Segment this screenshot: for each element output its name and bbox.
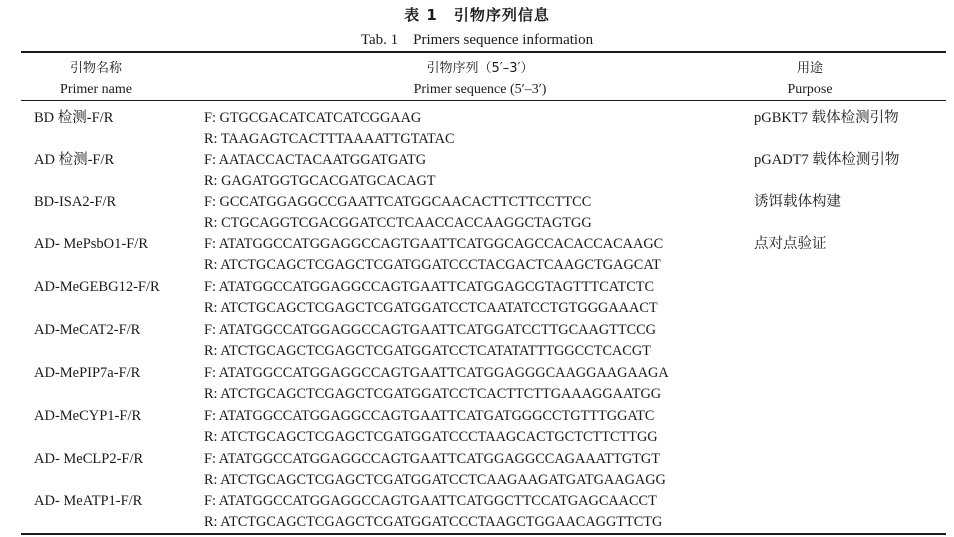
primer-sequence [204, 108, 455, 149]
primer-sequence [204, 150, 436, 191]
reverse-sequence: R: GAGATGGTGCACGATGCACAGT [204, 172, 436, 189]
reverse-sequence: R: TAAGAGTCACTTTAAAATTGTATAC [204, 130, 455, 147]
forward-sequence: F: ATATGGCCATGGAGGCCAGTGAATTCATGATGGGCCTGTTTGGATC [204, 408, 655, 424]
reverse-sequence: R: ATCTGCAGCTCGAGCTCGATGGATCCCTAAGCTGGAACAGGTTCTG [204, 513, 663, 530]
primer-name: BD 检测-F/R [34, 110, 114, 126]
primer-sequence [204, 234, 663, 275]
primer-purpose: pGADT7 载体检测引物 [754, 152, 900, 168]
primer-name: AD-MePIP7a-F/R [34, 365, 141, 381]
forward-sequence: F: ATATGGCCATGGAGGCCAGTGAATTCATGGATCCTTGCAAGTTCCG [204, 322, 657, 338]
bottom-rule [21, 533, 946, 535]
header-purpose-cn: 用途 [796, 61, 823, 76]
forward-sequence: F: ATATGGCCATGGAGGCCAGTGAATTCATGGAGGGCAAGGAAGAAGA [204, 365, 669, 381]
forward-sequence: F: AATACCACTACAATGGATGATG [204, 152, 427, 168]
primer-name: AD 检测-F/R [34, 152, 115, 168]
primer-name: AD- MeATP1-F/R [34, 493, 143, 509]
table-caption-cn: 表 1 引物序列信息 [404, 6, 550, 24]
table-row [0, 449, 954, 491]
primer-sequence [204, 491, 662, 532]
forward-sequence: F: GCCATGGAGGCCGAATTCATGGCAACACTTCTTCCTTCC [204, 194, 592, 210]
primer-purpose: pGBKT7 载体检测引物 [754, 110, 899, 126]
table-row [0, 406, 954, 448]
primer-name: AD- MePsbO1-F/R [34, 236, 148, 252]
forward-sequence: F: ATATGGCCATGGAGGCCAGTGAATTCATGGAGCGTAGTTTCATCTC [204, 279, 655, 295]
header-primer-name-en: Primer name [60, 82, 132, 97]
reverse-sequence: R: ATCTGCAGCTCGAGCTCGATGGATCCTCAATATCCTGTGGGAAACT [204, 299, 658, 316]
header-purpose [740, 58, 880, 100]
header-primer-sequence [200, 58, 760, 100]
forward-sequence: F: ATATGGCCATGGAGGCCAGTGAATTCATGGCTTCCATGAGCAACCT [204, 493, 657, 509]
primer-sequence [204, 363, 669, 404]
table-caption-en: Tab. 1 Primers sequence information [360, 32, 594, 48]
primer-sequence [204, 406, 658, 447]
table-row [0, 491, 954, 533]
primer-sequence [204, 449, 666, 490]
primer-sequence [204, 320, 656, 361]
forward-sequence: F: ATATGGCCATGGAGGCCAGTGAATTCATGGAGGCCAGAAATTGTGT [204, 451, 660, 467]
header-primer-sequence-en: Primer sequence (5′–3′) [413, 82, 547, 97]
table-row [0, 108, 954, 150]
table-row [0, 150, 954, 192]
header-purpose-en: Purpose [787, 82, 833, 97]
primer-name: AD-MeGEBG12-F/R [34, 279, 160, 295]
header-primer-name [21, 58, 171, 100]
header-rule [21, 100, 946, 101]
reverse-sequence: R: ATCTGCAGCTCGAGCTCGATGGATCCCTACGACTCAAGCTGAGCAT [204, 256, 661, 273]
reverse-sequence: R: ATCTGCAGCTCGAGCTCGATGGATCCTCACTTCTTGAAAGGAATGG [204, 385, 662, 402]
header-primer-sequence-cn: 引物序列（5′–3′） [426, 61, 534, 76]
table-row [0, 320, 954, 362]
primer-purpose: 点对点验证 [754, 236, 827, 252]
forward-sequence: F: GTGCGACATCATCATCGGAAG [204, 110, 422, 126]
table-row [0, 277, 954, 319]
primer-name: BD-ISA2-F/R [34, 194, 117, 210]
table-row [0, 234, 954, 276]
primer-sequence [204, 192, 592, 233]
primer-name: AD-MeCAT2-F/R [34, 322, 141, 338]
reverse-sequence: R: CTGCAGGTCGACGGATCCTCAACCACCAAGGCTAGTGG [204, 214, 592, 231]
table-row [0, 192, 954, 234]
primer-name: AD-MeCYP1-F/R [34, 408, 142, 424]
table-row [0, 363, 954, 405]
reverse-sequence: R: ATCTGCAGCTCGAGCTCGATGGATCCTCATATATTTGGCCTCACGT [204, 342, 651, 359]
header-primer-name-cn: 引物名称 [69, 61, 122, 76]
primer-name: AD- MeCLP2-F/R [34, 451, 144, 467]
primer-sequence [204, 277, 658, 318]
primer-purpose: 诱饵载体构建 [754, 194, 841, 210]
reverse-sequence: R: ATCTGCAGCTCGAGCTCGATGGATCCCTAAGCACTGCTCTTCTTGG [204, 428, 658, 445]
reverse-sequence: R: ATCTGCAGCTCGAGCTCGATGGATCCTCAAGAAGATGATGAAGAGG [204, 471, 666, 488]
top-rule [21, 51, 946, 53]
forward-sequence: F: ATATGGCCATGGAGGCCAGTGAATTCATGGCAGCCACACCACAAGC [204, 236, 664, 252]
